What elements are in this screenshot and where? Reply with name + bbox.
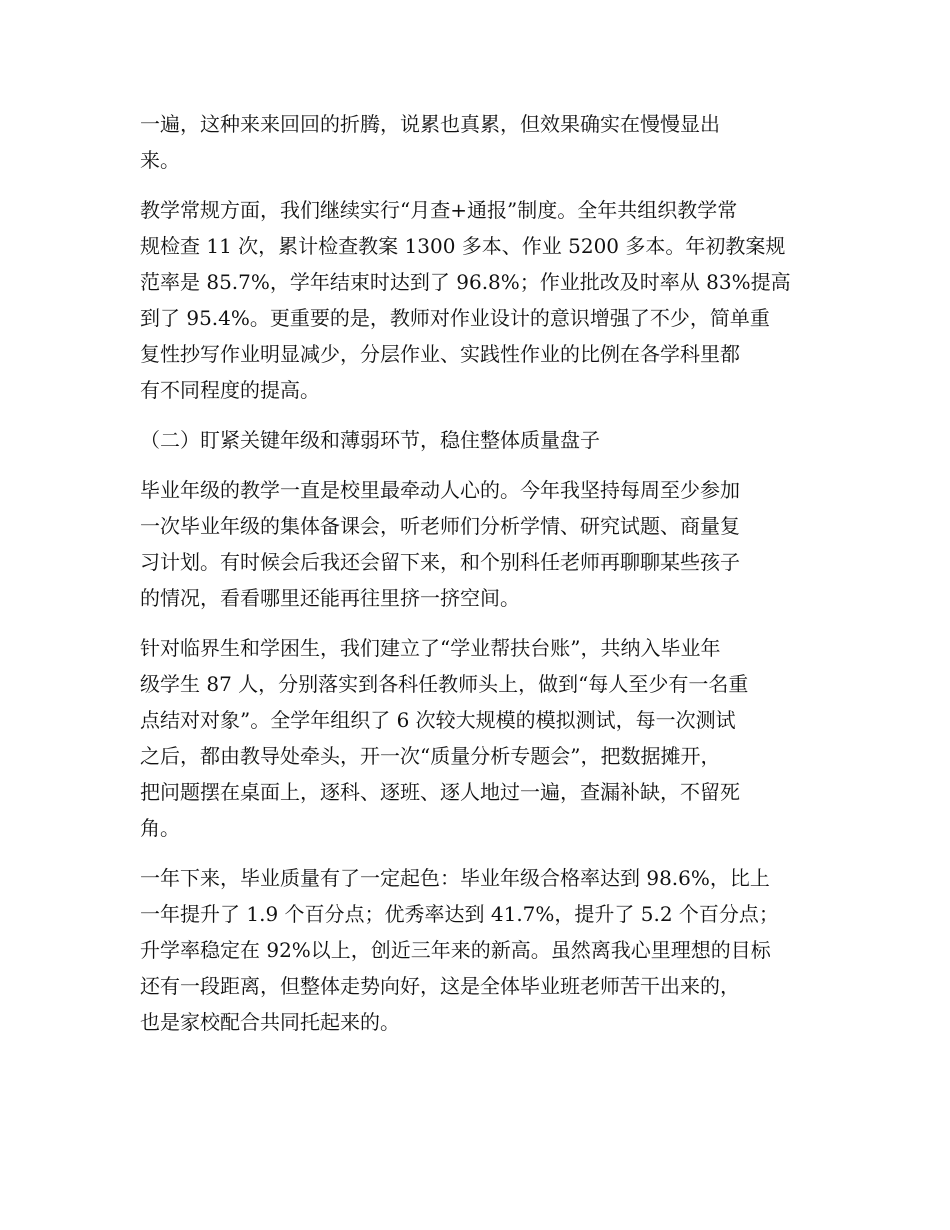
text-line: 也是家校配合共同托起来的。 bbox=[140, 1010, 400, 1034]
text-line: 有不同程度的提高。 bbox=[140, 378, 320, 402]
text-line: 范率是 85.7%，学年结束时达到了 96.8%；作业批改及时率从 83%提高 bbox=[140, 270, 791, 294]
text-line: 针对临界生和学困生，我们建立了“学业帮扶台账”，共纳入毕业年 bbox=[140, 636, 721, 660]
heading-line: （二）盯紧关键年级和薄弱环节，稳住整体质量盘子 bbox=[140, 428, 600, 452]
paragraph-teaching-routine bbox=[140, 192, 812, 408]
text-line: 之后，都由教导处牵头，开一次“质量分析专题会”，把数据摊开， bbox=[140, 744, 721, 768]
text-line: 角。 bbox=[140, 816, 180, 840]
section-heading bbox=[140, 422, 812, 458]
paragraph-student-support bbox=[140, 630, 812, 846]
text-line: 习计划。有时候会后我还会留下来，和个别科任老师再聊聊某些孩子 bbox=[140, 550, 740, 574]
text-line: 到了 95.4%。更重要的是，教师对作业设计的意识增强了不少，简单重 bbox=[140, 306, 770, 330]
text-line: 一年下来，毕业质量有了一定起色：毕业年级合格率达到 98.6%，比上 bbox=[140, 866, 770, 890]
text-line: 级学生 87 人，分别落实到各科任教师头上，做到“每人至少有一名重 bbox=[140, 672, 749, 696]
text-line: 来。 bbox=[140, 148, 180, 172]
text-line: 一遍，这种来来回回的折腾，说累也真累，但效果确实在慢慢显出 bbox=[140, 112, 720, 136]
text-line: 还有一段距离，但整体走势向好，这是全体毕业班老师苦干出来的， bbox=[140, 974, 740, 998]
paragraph-results bbox=[140, 860, 812, 1040]
paragraph-graduation-grade bbox=[140, 472, 812, 616]
text-line: 把问题摆在桌面上，逐科、逐班、逐人地过一遍，查漏补缺，不留死 bbox=[140, 780, 740, 804]
text-line: 规检查 11 次，累计检查教案 1300 多本、作业 5200 多本。年初教案规 bbox=[140, 234, 786, 258]
text-line: 一年提升了 1.9 个百分点；优秀率达到 41.7%，提升了 5.2 个百分点； bbox=[140, 902, 779, 926]
text-line: 一次毕业年级的集体备课会，听老师们分析学情、研究试题、商量复 bbox=[140, 514, 740, 538]
text-line: 教学常规方面，我们继续实行“月查+通报”制度。全年共组织教学常 bbox=[140, 198, 738, 222]
text-line: 升学率稳定在 92%以上，创近三年来的新高。虽然离我心里理想的目标 bbox=[140, 938, 771, 962]
text-line: 点结对对象”。全学年组织了 6 次较大规模的模拟测试，每一次测试 bbox=[140, 708, 736, 732]
paragraph-continuation bbox=[140, 106, 812, 178]
document-page bbox=[140, 106, 812, 1054]
text-line: 的情况，看看哪里还能再往里挤一挤空间。 bbox=[140, 586, 520, 610]
text-line: 毕业年级的教学一直是校里最牵动人心的。今年我坚持每周至少参加 bbox=[140, 478, 740, 502]
text-line: 复性抄写作业明显减少，分层作业、实践性作业的比例在各学科里都 bbox=[140, 342, 740, 366]
